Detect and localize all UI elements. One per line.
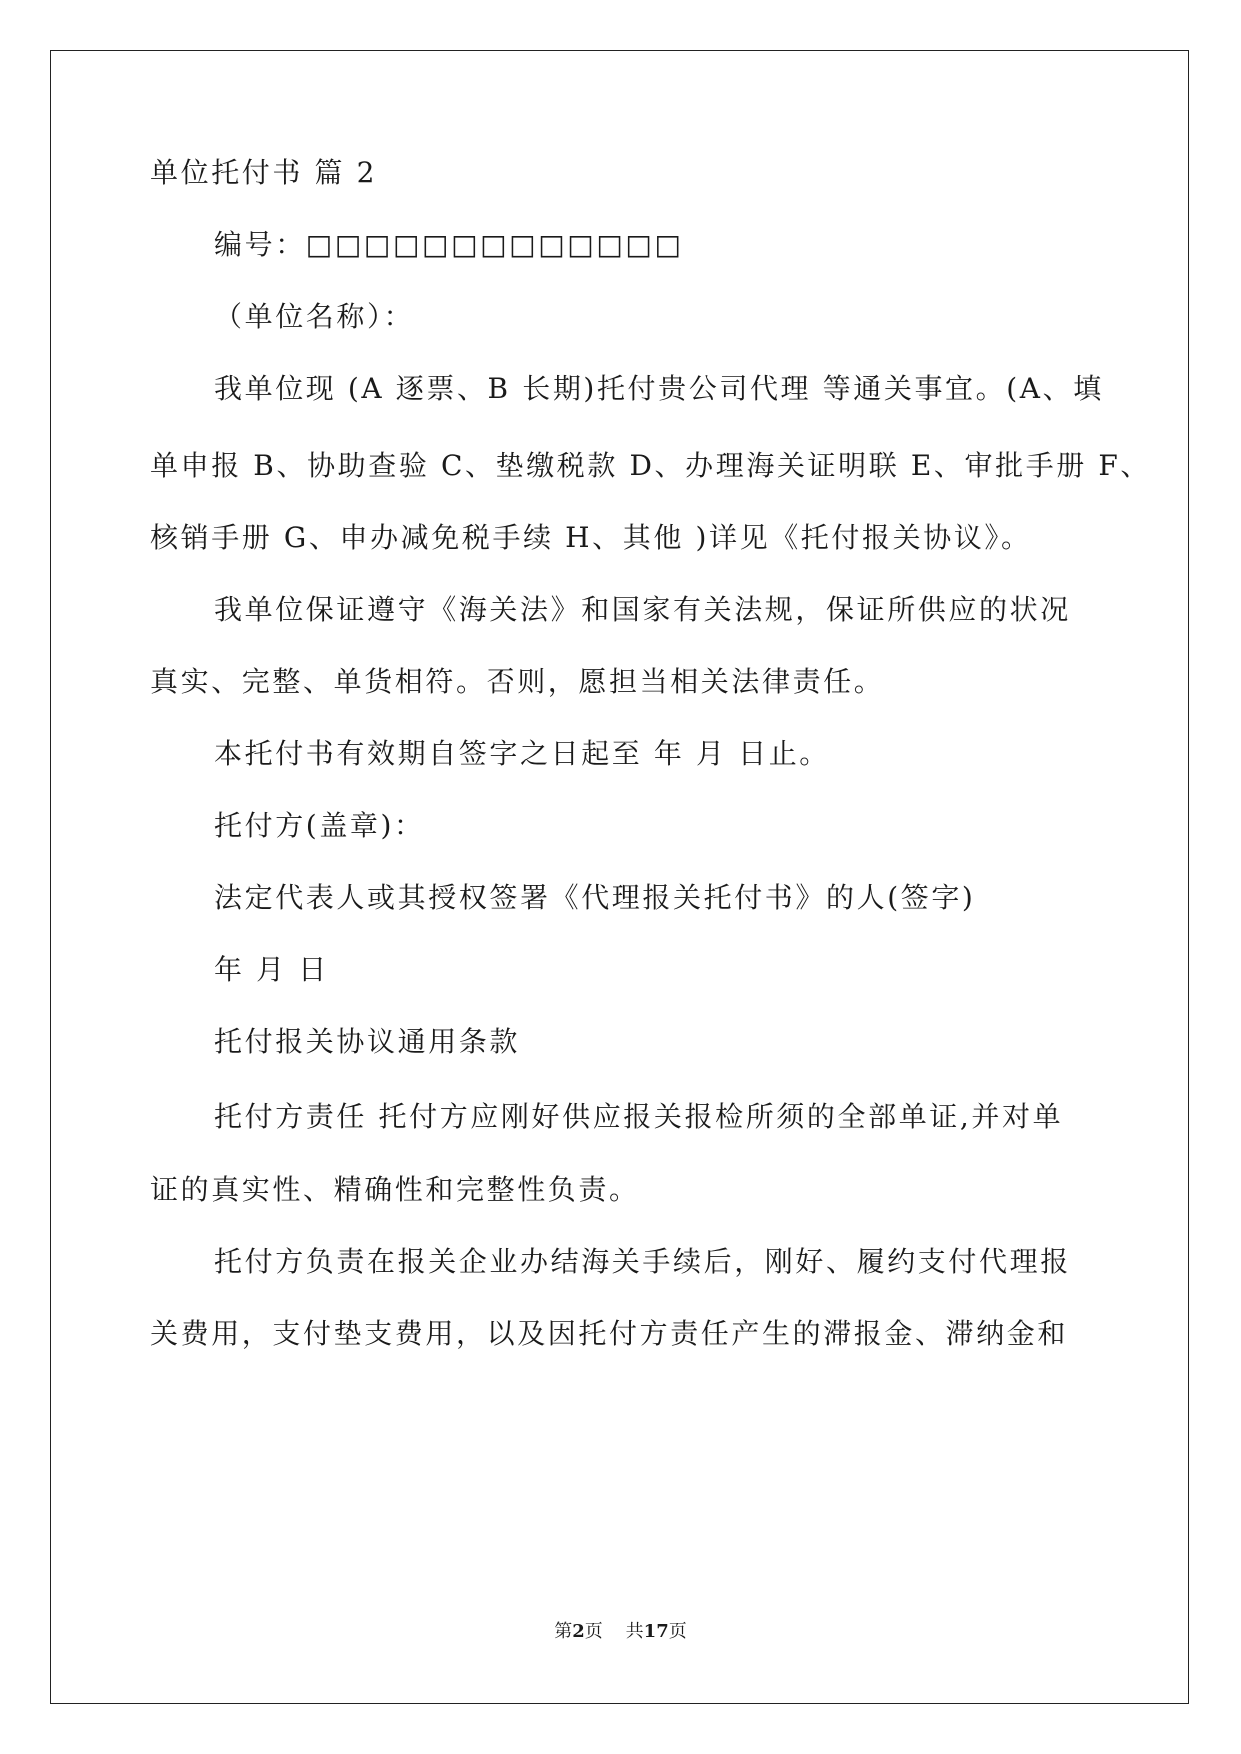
paragraph-2-line-2: 真实、完整、单货相符。否则，愿担当相关法律责任。 — [150, 665, 885, 698]
paragraph-3-line-2: 证的真实性、精确性和完整性负责。 — [150, 1173, 640, 1206]
unit-name-line: （单位名称）： — [214, 300, 415, 333]
document-heading: 单位托付书 篇 2 — [150, 156, 378, 189]
paragraph-1-line-3: 核销手册 G、申办减免税手续 H、其他 )详见《托付报关协议》。 — [150, 521, 1032, 554]
paragraph-1-line-1: 我单位现 (A 逐票、B 长期)托付贵公司代理 等通关事宜。(A、填 — [214, 372, 1104, 405]
footer-total-pages: 17 — [643, 1621, 669, 1642]
validity-line: 本托付书有效期自签字之日起至 年 月 日止。 — [214, 737, 830, 770]
footer-prefix: 第 — [554, 1621, 573, 1642]
paragraph-4-line-1: 托付方负责在报关企业办结海关手续后，刚好、履约支付代理报 — [214, 1245, 1071, 1278]
footer-mid: 页 共 — [584, 1621, 644, 1642]
representative-line: 法定代表人或其授权签署《代理报关托付书》的人(签字) — [214, 881, 976, 914]
principal-seal-line: 托付方(盖章)： — [214, 809, 425, 842]
footer-suffix: 页 — [668, 1621, 687, 1642]
page-footer — [0, 1620, 1241, 1644]
paragraph-1-line-2: 单申报 B、协助查验 C、垫缴税款 D、办理海关证明联 E、审批手册 F、 — [150, 449, 1152, 482]
paragraph-3-line-1: 托付方责任 托付方应刚好供应报关报检所须的全部单证,并对单 — [214, 1100, 1064, 1133]
date-line: 年 月 日 — [214, 953, 329, 986]
footer-page-number: 2 — [572, 1621, 585, 1642]
paragraph-4-line-2: 关费用，支付垫支费用，以及因托付方责任产生的滞报金、滞纳金和 — [150, 1317, 1069, 1350]
number-field: 编号：□□□□□□□□□□□□□ — [214, 228, 684, 261]
paragraph-2-line-1: 我单位保证遵守《海关法》和国家有关法规，保证所供应的状况 — [214, 593, 1071, 626]
terms-title: 托付报关协议通用条款 — [214, 1025, 521, 1058]
